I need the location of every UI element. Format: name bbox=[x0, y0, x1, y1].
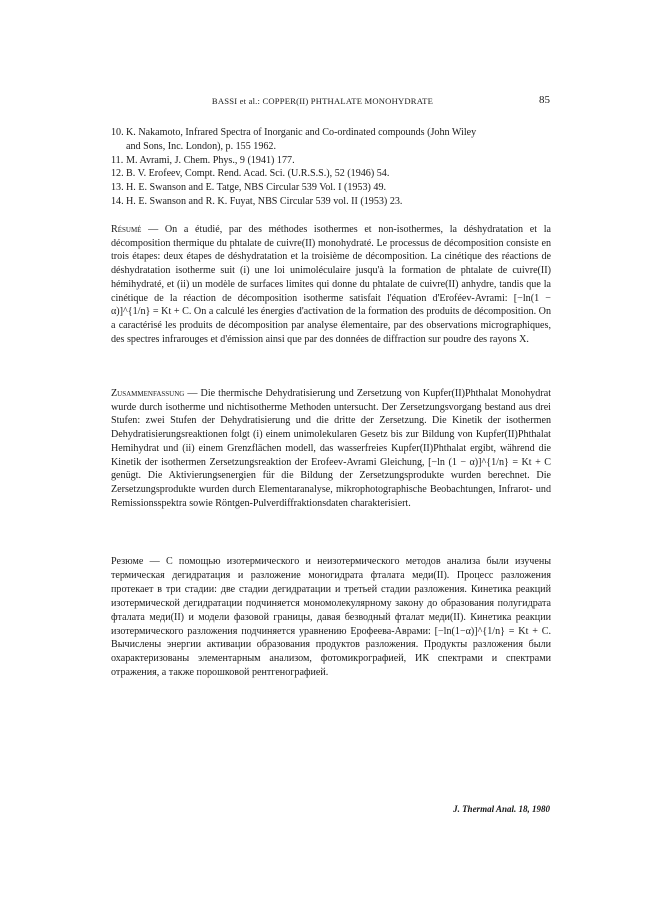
abstract-german bbox=[111, 387, 551, 510]
abstract-lead: Резюме bbox=[111, 556, 144, 567]
abstract-lead: Zusammenfassung bbox=[111, 388, 185, 399]
reference-number: 14. bbox=[111, 195, 124, 207]
reference-text: M. Avrami, J. Chem. Phys., 9 (1941) 177. bbox=[126, 154, 295, 166]
reference-text-continued: and Sons, Inc. London), p. 155 1962. bbox=[126, 140, 276, 152]
reference-text: H. E. Swanson and E. Tatge, NBS Circular 539 Vol. I (1953) 49. bbox=[126, 182, 387, 194]
reference-number: 13. bbox=[111, 182, 124, 194]
abstract-russian bbox=[111, 555, 551, 680]
abstract-lead: Résumé bbox=[111, 224, 142, 235]
journal-citation: J. Thermal Anal. 18, 1980 bbox=[453, 804, 550, 814]
reference-item bbox=[111, 181, 551, 195]
reference-item bbox=[111, 126, 551, 154]
abstract-text: — Die thermische Dehydratisierung und Zersetzung von Kupfer(II)Phthalat Monohydrat wurde durch isotherme und nichtisotherme Methoden untersucht. Der Zersetzungsvorgang bestand aus drei Stufen: zwei Stufen der Dehydratisierung und die dritte der Zersetzung. Die Kinetik der isothermen Dehydratisierungsreaktionen folgt (i) einem unimolekularen Gesetz bis zur Bildung von Kupfer(II)Phthalat Hemihydrat und (ii) einem Grenzflächen modell, das wasserfreies Kupfer(II)Phthalat ergibt, während die Kinetik der isothermen Zersetzungsreaktion der Erofeev-Avrami Gleichung, [−ln (1 − α)]^{1/n} = Kt + C genügt. Die Aktivierungsenergien für die Bildung der Zersetzungsprodukte wurden berechnet. Die Zersetzungsprodukte wurden durch Elementaranalyse, mikrophotographische Beobachtungen, Infrarot- und Remissionsspektra sowie Röntgen-Pulverdiffraktionsdaten charakterisiert. bbox=[111, 388, 551, 509]
reference-number: 12. bbox=[111, 168, 124, 180]
reference-text: H. E. Swanson and R. K. Fuyat, NBS Circular 539 vol. II (1953) 23. bbox=[126, 195, 403, 207]
abstract-french bbox=[111, 223, 551, 346]
reference-item bbox=[111, 154, 551, 168]
reference-list bbox=[111, 126, 551, 209]
abstract-text: — On a étudié, par des méthodes isothermes et non-isothermes, la déshydratation et la décomposition thermique du phtalate de cuivre(II) monohydraté. Le processus de décomposition consiste en trois étapes: deux étapes de déshydratation et la troisième de décomposition. La cinétique des réactions de déshydratation isotherme suit (i) une loi unimoléculaire jusqu'à la formation de phtalate de cuivre(II) hémihydraté, et (ii) un modèle de surfaces limites qui donne du phtalate de cuivre(II) anhydre, tandis que la cinétique de la réaction de décomposition isotherme satisfait l'équation d'Eroféev-Avrami: [−ln(1 − α)]^{1/n} = Kt + C. On a calculé les énergies d'activation de la formation des produits de décomposition. On a caractérisé les produits de décomposition par analyse élementaire, par des observations micrographiques, des spectres infrarouges et d'émission ainsi que par des données de diffraction sur poudre des rayons X. bbox=[111, 224, 551, 345]
reference-number: 10. bbox=[111, 127, 124, 138]
reference-item bbox=[111, 195, 551, 209]
reference-text: B. V. Erofeev, Compt. Rend. Acad. Sci. (U.R.S.S.), 52 (1946) 54. bbox=[126, 168, 390, 180]
running-title: BASSI et al.: COPPER(II) PHTHALATE MONOHYDRATE bbox=[211, 96, 434, 106]
reference-number: 11. bbox=[111, 154, 124, 166]
abstract-text: — С помощью изотермического и неизотермического методов анализа были изучены термическая дегидратация и разложение моногидрата фталата меди(II). Процесс разложения протекает в три стадии: две стадии дегидратации и третьей стадии разложения. Кинетика реакций изотермической дегидратации подчиняется мономолекулярному закону до образования полугидрата фталата меди(II) и модели фазовой границы, давая безводный фталат меди(II). Кинетика реакции изотермического разложения подчиняется уравнению Ерофеева-Аврами: [−ln(1−α)]^{1/n} = Kt + C. Вычислены энергии активации образования продуктов разложения. Продукты разложения были охарактеризованы элементарным анализом, фотомикрографией, ИК спектрами и спектрами отражения, а также порошковой рентгенографией. bbox=[111, 556, 551, 679]
reference-item bbox=[111, 167, 551, 181]
reference-text: K. Nakamoto, Infrared Spectra of Inorganic and Co-ordinated compounds (John Wiley bbox=[126, 127, 477, 138]
page-number: 85 bbox=[539, 94, 550, 106]
